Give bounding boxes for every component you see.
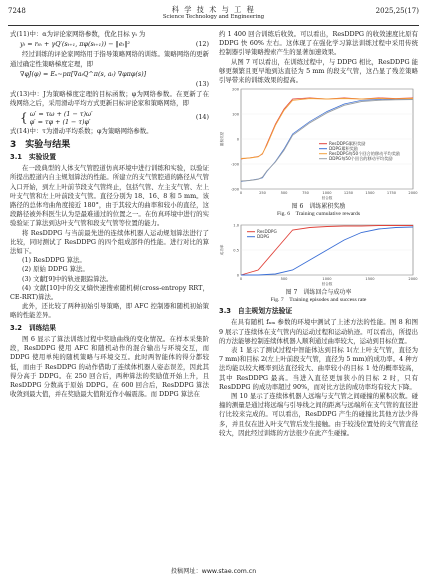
- legend-label: ResDDPG: [257, 228, 277, 234]
- x-axis-label: 回合数: [321, 196, 333, 201]
- paragraph: 式(14)中：τ为滑动平均系数；φ为策略网络参数。: [10, 126, 153, 135]
- figure-caption-en: Fig. 7 Training episodes and success rate: [270, 296, 367, 303]
- x-tick-label: 0: [239, 191, 243, 196]
- equation-12: [10, 40, 209, 49]
- paragraph: 约 1 400 回合训练后收敛。可以看出，ResDDPG 的收敛速度比原有 DDPG 快 60% 左右。这体现了在强化学习算法训练过程中采用传统控制器引导策略搜索产生的显著加速效果。: [219, 30, 418, 57]
- x-tick-label: 1750: [386, 191, 397, 196]
- journal-title: 科 学 技 术 与 工 程: [171, 5, 256, 14]
- journal-title-en: Science Technology and Engineering: [162, 14, 265, 20]
- y-tick-label: -100: [230, 162, 239, 167]
- figure-7: [219, 221, 418, 305]
- page-number: 7248: [8, 7, 26, 15]
- x-tick-label: 750: [302, 191, 309, 196]
- x-tick-label: 500: [280, 191, 288, 196]
- x-tick-label: 1500: [365, 191, 375, 196]
- x-tick-label: 1500: [365, 276, 375, 281]
- equation-number: (14): [195, 113, 209, 122]
- x-tick-label: 2000: [408, 191, 418, 196]
- y-axis-label: 成功率: [220, 244, 224, 256]
- y-axis-label: 累积奖励: [220, 132, 224, 147]
- y-tick-label: 100: [232, 112, 239, 117]
- success-rate-chart: [219, 221, 418, 289]
- reward-chart: [219, 85, 418, 203]
- header-rule: [8, 25, 419, 26]
- y-tick-label: 0.5: [233, 248, 239, 253]
- legend-label: ResDDPG累积奖励: [329, 141, 366, 147]
- subsection-heading: 3.2 训练结果: [10, 323, 57, 332]
- paragraph: 图 6 显示了算法训练过程中奖励曲线的变化情况。在样本采集阶段，ResDDPG 使用 AFC 和随机动作的混合输出与环境交互，而 DDPG 使用单纯的随机策略与环境交互。此时两智能体的得分都较低，而由于 ResDDPG 的动作借助了连续体机器人姿态误差，因此其得分高于 DDPG。在 250 回合后，两种算法的奖励值开始上升，且 ResDDPG 分数高于原始 DDPG。在 600 回合后，ResDDPG 算法收敛到最大值，并在奖励最大值附近作小幅震荡。而 DDPG 算法在: [10, 334, 209, 399]
- x-axis-label: 回合数: [321, 281, 333, 286]
- equation-body: { ω′ = τω + (1 − τ)ω′ φ′ = τφ + (1 − τ)φ′: [20, 109, 93, 126]
- list-item: (1) ResDDPG 算法。: [22, 256, 86, 265]
- paragraph: 此外，还比较了两种初始引导策略，即 AFC 控制器和随机初始策略的性能差异。: [10, 302, 209, 320]
- legend-label: ResDDPG每50个回合的移动平均奖励: [329, 151, 401, 157]
- equation-line: ω′ = τω + (1 − τ)ω′: [29, 109, 93, 118]
- legend-label: DDPG累积奖励: [329, 146, 358, 152]
- x-tick-label: 0: [239, 276, 243, 281]
- section-heading: 3 实验与结果: [10, 139, 71, 150]
- figure-caption: 图 6 训练累积奖励: [291, 203, 346, 211]
- paragraph: 式(13)中：J为策略梯度定理的目标函数；φ为网络参数。在更新了在线网络之后，采用滑动平均方式更新目标评论家和策略网络，即: [10, 90, 209, 108]
- right-column: [219, 30, 418, 438]
- legend-label: DDPG每50个回合的移动平均奖励: [329, 156, 393, 162]
- x-tick-label: 250: [259, 191, 266, 196]
- figure-6: [219, 85, 418, 219]
- list-item: (2) 原始 DDPG 算法。: [22, 265, 89, 274]
- equation-14: [10, 110, 209, 126]
- equation-body: ∇φJ(φ) = Eₛ∼pπ[∇aₜQ^π(s, aₜ) ∇φπφ(s)]: [20, 69, 147, 78]
- figure-caption-en: Fig. 6 Training cumulative rewards: [276, 211, 361, 218]
- list-item: (3) 文献[9]中的轨迹跟踪算法。: [22, 274, 113, 283]
- equation-body: yₜ = rₜₕ + γQ′(sₜ₊₁, πφ(sₜ₊₁)) − ‖eₜ‖²: [20, 40, 130, 49]
- paragraph: 从图 7 可以看出，在训练过程中，与 DDPG 相比，ResDDPG 能够更频繁且更早地到达直径为 5 mm 的段支气管，这凸显了残差策略引导带来的训练效果的提高。: [219, 57, 418, 85]
- x-tick-label: 2000: [408, 276, 418, 281]
- equation-number: (12): [195, 40, 209, 49]
- equation-line: φ′ = τφ + (1 − τ)φ′: [29, 117, 91, 126]
- paragraph: 式(11)中：α为评论家网络参数，优化目标 yₜ 为: [10, 30, 146, 38]
- paragraph: 将 ResDDPG 与当前最先进的连续体机器人运动规划算法进行了比较，同时测试了 ResDDPG 的四个组成部件的性能。进行对比的算法如下。: [10, 228, 209, 256]
- x-tick-label: 1000: [322, 276, 332, 281]
- equation-13-number-row: [10, 80, 209, 89]
- page-header: [8, 5, 419, 25]
- paragraph: 图 10 显示了连续体机器人远端与支气管之间碰撞的累积次数。碰撞的测量是通过将远端与引导线之间的距离与远端所在支气管的直径进行比较来完成的。可以看出，ResDDPG 产生的碰撞比其他方法少得多，并且仅在进入叶支气管后发生接触。由于较浅位置处的支气管直径较大，因此经过训练的方法很少在此产生碰撞。: [219, 392, 418, 437]
- paragraph: 在一段典型的人体支气管腔道仿真环境中进行训练和实验，以验证所提出腔道内自主规划算法的性能。所建立的支气管腔道的路径从气管入口开始，到左上叶前节段支气管终止，包括气管、左主支气管、左上叶支气管和左上叶前段支气管。直径分别为 18、16、8 和 5 mm。该路径的总体弯曲角度接近 180°，由于其较大的曲率和较小的直径，这段路径被外科医生认为是最难通过的位置之一。在仿真环境中进行的实验验证了算法到达叶支气管和段支气管等位置的能力。: [10, 164, 209, 228]
- paragraph: 在具有随机 fₙₘ 参数的环境中测试了上述方法的性能。图 8 和图 9 展示了连续体在支气管内的运动过程和运动轨迹。可以看出，所提出的方法能够控制连续体机器人顺利通过曲率较大，运动到目标位置。: [219, 318, 418, 345]
- y-tick-label: -200: [230, 187, 239, 192]
- legend-label: DDPG: [257, 233, 270, 239]
- list-item: (4) 文献[10]中的交叉熵快速搜索随机树(cross-entropy RRT，CE-RRT)算法。: [10, 283, 209, 302]
- equation-13: [10, 70, 209, 79]
- subsection-heading: 3.1 实验设置: [10, 153, 57, 162]
- footer-url: 投稿网址：www.stae.com.cn: [170, 568, 257, 575]
- paragraph: 经过训练的评论家网络用于指导策略网络的训练。策略网络的更新通过确定性策略梯度定理，即: [10, 50, 209, 68]
- y-tick-label: 0: [236, 273, 239, 278]
- left-column: [10, 30, 209, 399]
- y-tick-label: 200: [232, 87, 239, 92]
- x-tick-label: 1000: [322, 191, 332, 196]
- x-tick-label: 500: [280, 276, 288, 281]
- y-tick-label: 0: [236, 137, 239, 142]
- issue-number: 2025,25(17): [375, 7, 419, 15]
- x-tick-label: 1250: [343, 191, 354, 196]
- equation-number: (13): [195, 80, 209, 89]
- figure-caption: 图 7 训练回合与成功率: [285, 288, 352, 296]
- paragraph: 表 1 显示了测试过程中智能体达到目标 1(左上叶支气管，直径为 7 mm)和目标 2(左上叶前段支气管，直径为 5 mm)的成功率。4 种方法均能以较大概率到达直径较大、曲率较小的目标 1 处的概率较高，其中 ResDDPG 最高。当进入直径更加狭小的目标 2 时，只有 ResDDPG 的成功率超过 90%，而对比方法的成功率均有较大下降。: [219, 346, 418, 391]
- subsection-heading: 3.3 自主规划方法验证: [219, 307, 293, 316]
- y-tick-label: 1.0: [233, 223, 239, 228]
